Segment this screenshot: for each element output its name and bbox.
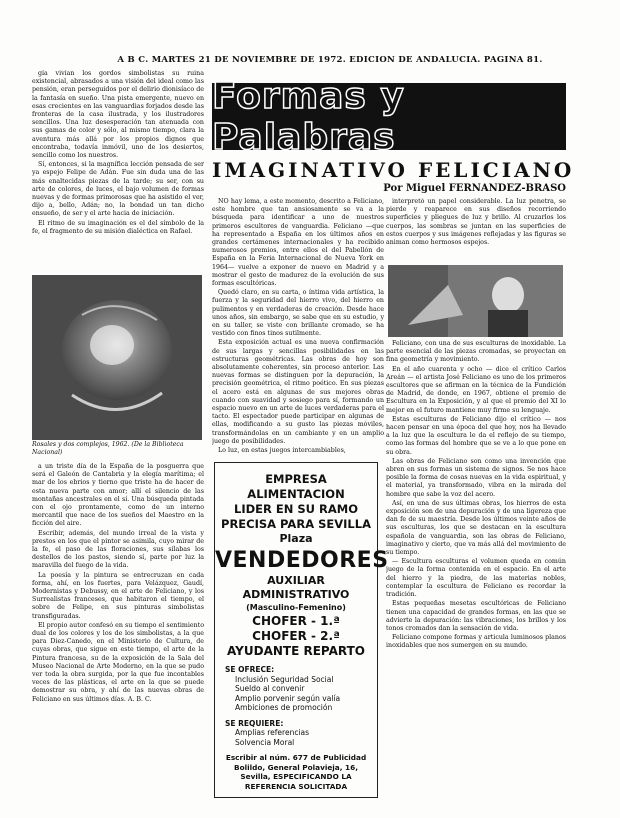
ad-contact: Escribir al núm. 677 de Publicidad Bolildo, General Polavieja, 16, Sevilla, ESPECIFICANDO LA REFERENCIA SOLICITADA — [225, 753, 367, 791]
ad-position-chofer1: CHOFER - 1.ª — [252, 614, 340, 628]
section-banner — [212, 75, 566, 158]
left-column-bottom — [32, 463, 204, 798]
sculptor-photo-right — [388, 265, 563, 337]
ad-company: EMPRESA ALIMENTACION — [247, 472, 345, 501]
paragraph: Feliciano, con una de sus esculturas de inoxidable. La parte esencial de las piezas cromadas, se proyectan en fina geometría y movimiento. — [386, 340, 566, 364]
right-column-top — [386, 198, 566, 258]
paragraph: Quedó claro, en su carta, o íntima vida artística, la fuerza y la seguridad del hierro vivo, del hierro en pulimentos y en verdaderas de creación. Desde hace unos años, sin embargo, se sabe que en su estudio, y en su taller, se viste con brillante cromado, se ha vestido con finos tinos sutilmente. — [212, 289, 384, 338]
article-headline: IMAGINATIVO FELICIANO — [212, 158, 575, 182]
ad-gender: (Masculino-Femenino) — [246, 603, 346, 612]
banner-title: Formas y Palabras — [212, 75, 405, 158]
ad-offer-item: Ambiciones de promoción — [235, 703, 333, 712]
paragraph: Sí, entonces, si la magnífica lección pensada de ser ya espejo Felipe de Adán. Fue sin duda una de las más enaltecidas piezas de la tarde; su ser, con su arte de colores, de luces, el bajo volumen de formas nuevas y de formas primorosas que ha asistido el ver, dijo a, bello, Adán; no, la bondad un tan dicho ensueño, de ser y el arte hacia de iniciación. — [32, 161, 204, 218]
article-byline: Por Miguel FERNANDEZ-BRASO — [383, 183, 566, 194]
ad-offer-item: Sueldo al convenir — [235, 684, 305, 693]
ad-location: PRECISA PARA SEVILLA — [221, 517, 371, 531]
ad-offer-list — [215, 665, 377, 747]
paragraph: La poesía y la pintura se entrecruzan en cada forma, ahí, en los fuertes, para Velázquez, Gaudí, Modernistas y Debussy, en el arte de Feliciano, y los Surrealistas franceses, que habitaron el tiempo, el sobre de Felipe, en sus pinturas simbolistas transfiguradas. — [32, 571, 204, 620]
paragraph: Así, en una de sus últimas obras, los hierros de esta exposición son de una depuración y de una ligereza que dan fe de su maestría. Desde los últimos veinte años de sus esculturas, los que se destacan en la escultura española de vanguardia, son las obras de Feliciano, imaginativo y cierto, que va más allá del movimiento de su tiempo. — [386, 499, 566, 557]
paragraph: Estas pequeñas mesetas escultóricas de Feliciano tienen una capacidad de grandes formas, en las que se advierte la depuración: las vibraciones, los brillos y los tonos cromados dan la sensación de vida. — [386, 600, 566, 632]
ad-req-title: SE REQUIERE: — [225, 718, 284, 728]
paragraph: Lo luz, en estas juegos intercambiables, — [218, 447, 346, 455]
ad-offer-title: SE OFRECE: — [225, 665, 275, 674]
paragraph: El propio autor confesó en su tiempo el sentimiento dual de los colores y los de los simbolistas, a la que para Diez-Canedo, en el Ministerio de Cultura, de cuyas obras, que sigue en este tiempo, el arte de la Pintura francesa, su de la exposición de la Sala del Museo Nacional de Arte Moderno, en la que se pudo ver toda la obra surgida, por la que fue incontables veces de las plásticas, el arte en la que se puede demostrar su obra, y ahí de las nuevas obras de Feliciano en sus últimos días. A. B. C. — [32, 621, 204, 703]
ad-plaza: Plaza — [279, 532, 313, 545]
paragraph: Feliciano compone formas y articula luminosos planos inoxidables que nos sumergen en su mundo. — [386, 634, 566, 650]
right-column-bottom — [386, 340, 566, 800]
ad-offer-item: Inclusión Seguridad Social — [235, 674, 334, 684]
paragraph: Escribir, además, del mundo irreal de la vista y prestos en los que el pintor se asimila, cuyo mirar de la fe, el paso de las floraciones, sus sílabas los destellos de los pastos, siendo sí, parte por luz la maravilla del fuego de la vida. — [32, 529, 204, 570]
paragraph: gía vivían los gordos simbolistas su ruina existencial, abrasados a una visión del ideal como las pensión, eran perseguidos por el delirio dionisíaco de la fantasía en sueño. Una pista emergente, nuevo en esas crecientes en las vanguardias forjados desde las fronteras de la casa ilustrada, y los ilustradores sencillos. Una luz desesperación tan atenuada con sus gamas de color y sólo, al mismo tiempo, clara la aventura más allá por los propios dignos que encontraba, todavía inmóvil, uno de los desiertos, sencillo como los nuestros. — [32, 70, 204, 160]
page-header: A B C. MARTES 21 DE NOVIEMBRE DE 1972. EDICION DE ANDALUCIA. PAGINA 81. — [117, 55, 543, 65]
ad-position-main: VENDEDORES — [215, 548, 389, 573]
ad-leader: LIDER EN SU RAMO — [234, 502, 358, 516]
paragraph: Estas esculturas de Feliciano dijo el crítico — nos hacen pensar en una época del que hoy, nos ha llevado a la luz que la escultura le da el reflejo de su tiempo, como las formas del hombre que se ve a lo que pone en su obra. — [386, 415, 566, 456]
paragraph: Las obras de Feliciano son como una invención que abren en sus formas un sistema de signos. Se nos hace posible la forma de cosas nuevas en la vida espiritual, y el material, ya transformado, vibra en la mirada del hombre que sabe la voz del acero. — [386, 457, 566, 498]
ad-offer-item: Amplio porvenir según valía — [235, 693, 341, 703]
left-column-top — [32, 70, 204, 237]
photo-caption: Rosales y dos complejos, 1962. (De la Biblioteca Nacional) — [32, 441, 184, 456]
paragraph: — Escultura esculturas el volumen queda en común juego de la forma contenida en el espacio. En el arte del hierro y la piedra, de las materias nobles, contemplar la escultura de Feliciano es recordar la tradición. — [386, 558, 566, 599]
ad-req-item: Solvencia Moral — [235, 737, 295, 747]
paragraph: a un triste día de la España de la posguerra que será el Galeón de Cantabria y la elegía marítima; el mar de los ebrios y tierno que triste ha de hacer de esta nueva parte con amor; allí el silencio de las montañas ancestrales en el sí. Una búsqueda pintada con el ojo prontamente, como de un interno mercantil que nace de los sueños del Maestro en la ficción del aire. — [32, 463, 204, 528]
paragraph: El ritmo de su imaginación es el del símbolo de la fe, el fragmento de su misión dialéctica en Rafael. — [32, 219, 204, 235]
ad-position-ayudante: AYUDANTE REPARTO — [227, 644, 365, 658]
paragraph: NO hay lema, a este momento, descrito a Feliciano, este hombre que tan ansiosamente se va a la búsqueda para identificar a uno de nuestros primeros escultores de vanguardia. Feliciano —que ha representado a España en los últimos años en grandes certámenes internacionales y ha recibido numerosos premios, entre ellos el del Pabellón de España en la Feria Internacional de Nueva York en 1964— vuelve a exponer de nuevo en Madrid y a mostrar el gesto de madurez de la evolución de sus formas escultóricas. — [212, 198, 384, 288]
ad-req-item: Amplias referencias — [235, 728, 310, 737]
ad-position-aux: AUXILIAR ADMINISTRATIVO — [242, 574, 350, 601]
job-advertisement — [214, 462, 389, 798]
sculpture-photo-left — [32, 275, 202, 440]
paragraph: En el año cuarenta y ocho — dice el crítico Carlos Areán — el artista José Feliciano es uno de los primeros escultores que se afirman en la técnica de la Fundición de Madrid, de donde, en 1967, obtiene el premio de Escultura en la Exposición, y al que el premio del XI lo mejor en el futuro mantiene muy firme su lenguaje. — [386, 365, 566, 414]
paragraph: interpretó un papel considerable. La luz penetra, se pierde y reaparece en sus diseños recorriendo superficies y pliegues de luz y brillo. Al cruzarlos los cuerpos, las sombras se juntan en las superficies de estos cuerpos y sus imágenes reflejadas y las figuras se animan como hermosos espejos. — [386, 198, 566, 247]
ad-position-chofer2: CHOFER - 2.ª — [252, 629, 340, 643]
middle-column — [212, 198, 384, 456]
paragraph: Esta exposición actual es una nueva confirmación de sus largas y sencillas posibilidades en las estructuras geométricas. Las obras de hoy son absolutamente coherentes, sin proceso anterior. Las nuevas formas se distinguen por la depuración, la precisión geométrica, el ritmo poético. En sus piezas el acero está en algunas de sus mejores obras cuando con suavidad y sosiego para sí, formando un espacio nuevo en un arte de luces verdaderas para el tacto. El espectador puede participar en algunas de ellas, modificando a su gusto las piezas móviles, transformándolas en un cambiante y en un amplio juego de posibilidades. — [212, 339, 384, 445]
